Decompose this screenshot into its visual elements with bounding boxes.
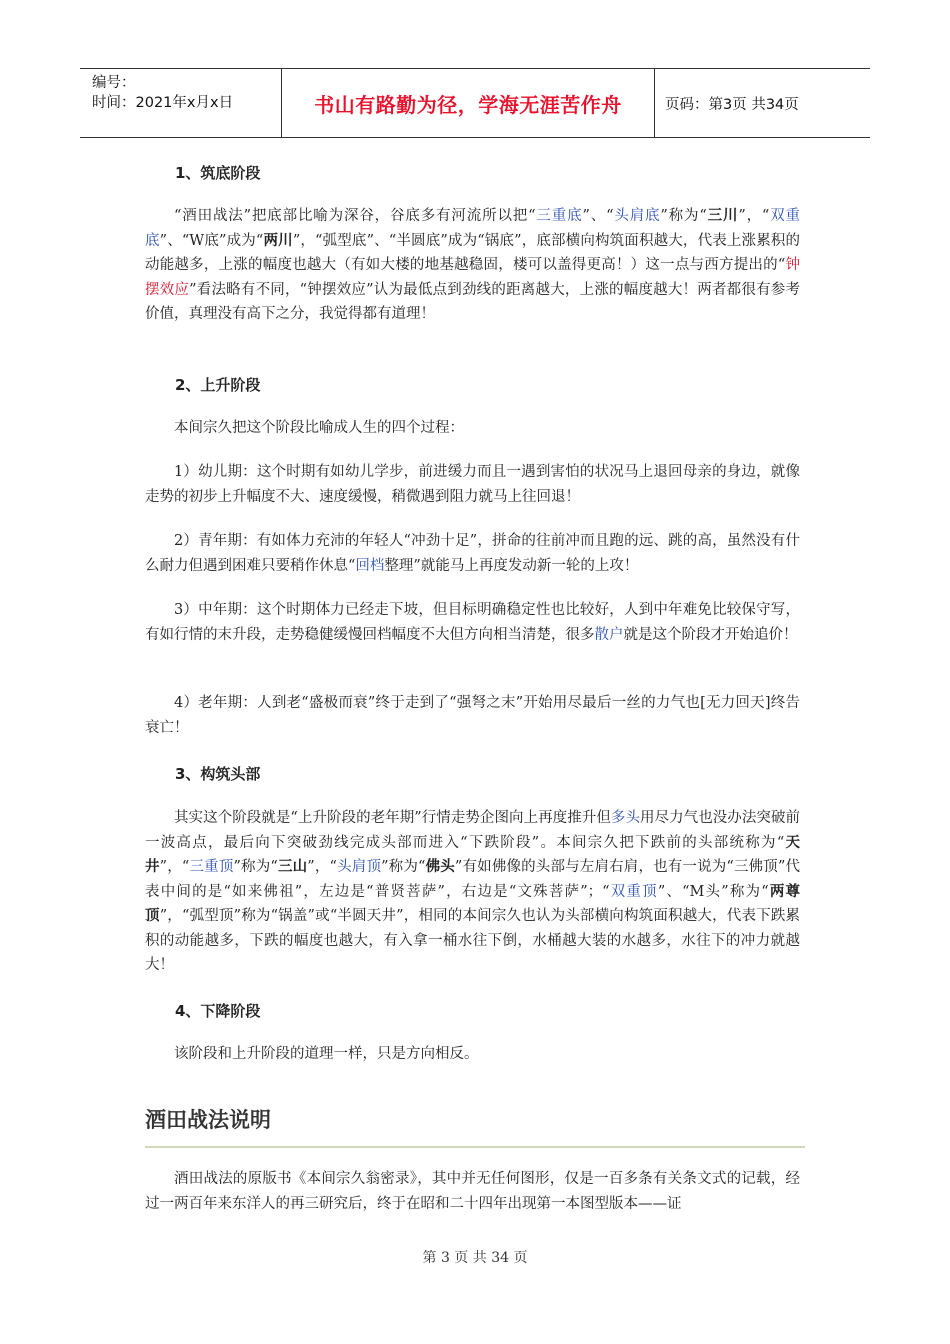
- link-head-shoulders-top[interactable]: 头肩顶: [336, 859, 382, 875]
- title-divider: [145, 1146, 805, 1148]
- section-heading-topping: 3、构筑头部: [175, 765, 261, 783]
- text-span: ”有如佛像的头部与左肩右肩，也有一说为“三佛顶”代表中间的是“如来佛祖”，左边是“普贤菩萨”，右边是“文殊菩萨”；“: [145, 859, 801, 900]
- text-span: ”称为“: [233, 859, 278, 875]
- text-span: ”，“弧型顶”称为“锅盖”或“半圆天井”，相同的本间宗久也认为头部横向构筑面积越大，代表下跌累积的动能越多，下跌的幅度也越大，有入拿一桶水往下倒，水桶越大装的水越多，水往下的冲力就越大！: [145, 908, 800, 973]
- text-span: ”称为“: [381, 859, 426, 875]
- text-span: ”，“: [738, 208, 770, 224]
- text-span: 就是这个阶段才开始追价！: [623, 626, 798, 643]
- bold-term: 两尊顶: [145, 883, 801, 924]
- paragraph-bottoming: [145, 204, 800, 327]
- text-span: ”，“: [159, 859, 190, 875]
- section-heading-bottoming: 1、筑底阶段: [175, 164, 261, 182]
- doc-date-label: 时间：2021年x月x日: [92, 95, 234, 111]
- link-pullback[interactable]: 回档: [355, 557, 385, 574]
- header-page-number: 页码：第3页 共34页: [665, 96, 799, 113]
- text-span: 其实这个阶段就是“上升阶段的老年期”行情走势企图向上再度推升但: [174, 810, 611, 826]
- paragraph-rising-intro: 本间宗久把这个阶段比喻成人生的四个过程：: [174, 420, 464, 436]
- bold-term: 佛头: [425, 859, 455, 875]
- text-span: 2）青年期：有如体力充沛的年轻人“冲劲十足”，拼命的往前冲而且跑的远、跳的高，虽然没有什么耐力但遇到困难只要稍作休息“: [145, 533, 800, 574]
- link-bulls[interactable]: 多头: [610, 810, 640, 826]
- article-title: 酒田战法说明: [145, 1108, 271, 1132]
- section-heading-rising: 2、上升阶段: [175, 376, 261, 394]
- page-footer: 第 3 页 共 34 页: [422, 1250, 528, 1266]
- text-span: ”称为“: [660, 208, 707, 224]
- paragraph-infancy: 1）幼儿期：这个时期有如幼儿学步，前进缓力而且一遇到害怕的状况马上退回母亲的身边，就像走势的初步上升幅度不大、速度缓慢，稍微遇到阻力就马上往回退！: [145, 464, 800, 505]
- link-head-shoulders-bottom[interactable]: 头肩底: [613, 208, 661, 224]
- text-span: ”、“: [582, 208, 614, 224]
- page-header: [80, 68, 870, 138]
- header-meta: [80, 69, 281, 137]
- link-double-top[interactable]: 双重顶: [609, 883, 658, 900]
- header-motto: 书山有路勤为径，学海无涯苦作舟: [281, 69, 655, 137]
- paragraph-old-age: 4）老年期：人到老“盛极而衰”终于走到了“强弩之末”开始用尽最后一丝的力气也[无力回天]终告衰亡！: [145, 695, 800, 736]
- text-span: ”、“W底”成为“: [159, 232, 264, 249]
- paragraph-article-intro: 酒田战法的原版书《本间宗久翁密录》，其中并无任何图形，仅是一百多条有关条文式的记载，经过一两百年来东洋人的再三研究后，终于在昭和二十四年出现第一本图型版本——证: [145, 1171, 800, 1212]
- text-span: “酒田战法”把底部比喻为深谷，谷底多有河流所以把“: [174, 208, 536, 224]
- section-heading-declining: 4、下降阶段: [175, 1002, 261, 1020]
- link-pendulum-effect[interactable]: 钟摆效应: [145, 257, 800, 298]
- text-span: ”，“: [307, 859, 337, 875]
- link-triple-top[interactable]: 三重顶: [189, 859, 234, 875]
- bold-term: 三山: [277, 859, 308, 875]
- bold-term: 三川: [706, 208, 739, 224]
- text-span: ”、“M头”称为“: [657, 883, 769, 900]
- doc-number-label: 编号：: [92, 75, 136, 91]
- paragraph-middle-age: [145, 598, 800, 647]
- text-span: 用尽力气也没办法突破前一波高点，最后向下突破劲线完成头部而进入“下跌阶段”。本间宗久把下跌前的头部统称为“: [145, 810, 801, 851]
- text-span: ”，“弧型底”、“半圆底”成为“锅底”，底部横向构筑面积越大，代表上涨累积的动能越多，上涨的幅度也越大（有如大楼的地基越稳固，楼可以盖得更高！）这一点与西方提出的“: [145, 232, 801, 273]
- text-span: ”看法略有不同，“钟摆效应”认为最低点到劲线的距离越大，上涨的幅度越大！两者都很有参考价值，真理没有高下之分，我觉得都有道理！: [145, 281, 800, 322]
- link-retail-investor[interactable]: 散户: [594, 626, 624, 643]
- text-span: 整理”就能马上再度发动新一轮的上攻！: [384, 557, 639, 574]
- bold-term: 天井: [145, 834, 800, 875]
- paragraph-topping: [145, 806, 800, 978]
- paragraph-youth: [145, 529, 800, 578]
- link-triple-bottom[interactable]: 三重底: [535, 208, 583, 224]
- bold-term: 两川: [263, 232, 293, 249]
- link-double-bottom[interactable]: 双重底: [145, 208, 801, 249]
- text-span: 3）中年期：这个时期体力已经走下坡，但目标明确稳定性也比较好，人到中年难免比较保守写，有如行情的末升段，走势稳健缓慢回档幅度不大但方向相当清楚，很多: [145, 602, 800, 643]
- paragraph-declining: 该阶段和上升阶段的道理一样，只是方向相反。: [174, 1046, 479, 1062]
